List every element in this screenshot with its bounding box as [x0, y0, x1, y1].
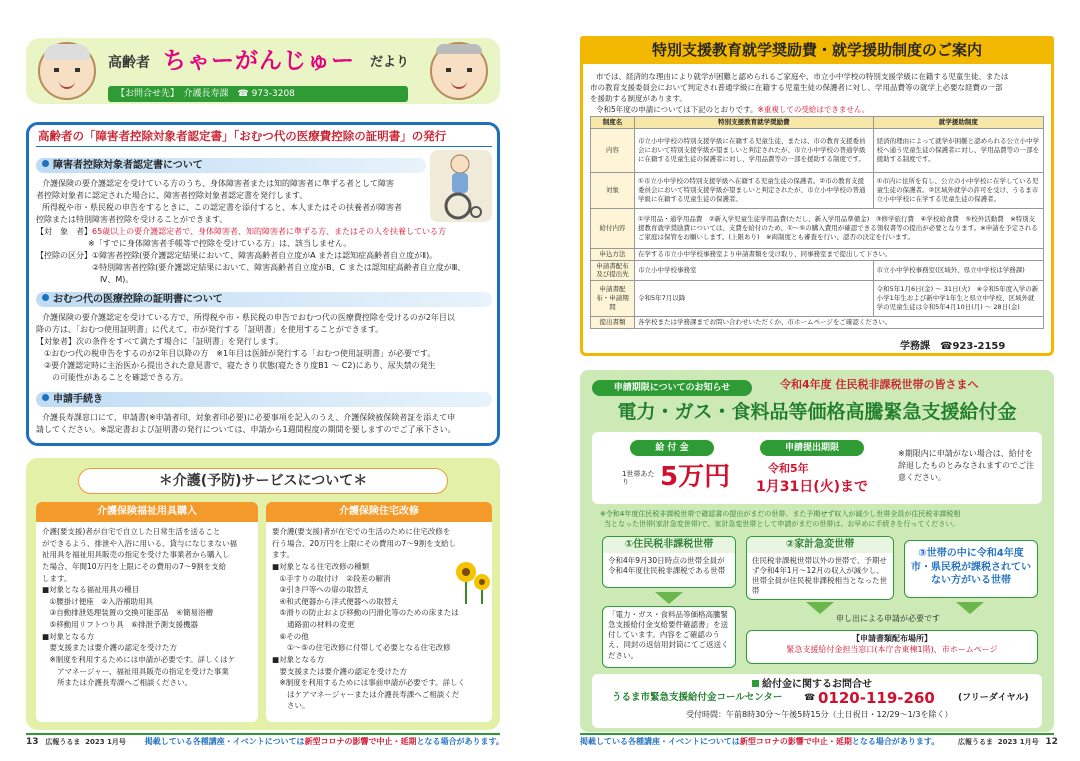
home-renovation-line: ①手すりの取付け ②段差の解消 — [272, 573, 391, 583]
call-center-phone: 0120-119-260 — [818, 689, 935, 707]
box1-title: 高齢者の「障害者控除対象者認定書」「おむつ代の医療費控除の証明書」の発行 — [38, 129, 447, 143]
square-bullet-icon — [752, 680, 759, 687]
s1-div-2: Ⅳ、M)。 — [36, 275, 134, 284]
welfare-equipment-title: 介護保険福祉用具購入 — [36, 502, 258, 522]
sunflower-icon — [452, 558, 492, 608]
welfare-equipment-line: 介護(要支援)者が自宅で自立した日常生活を送ること — [42, 527, 221, 536]
deadline-year: 令和5年 — [768, 462, 809, 475]
welfare-equipment-line: ①腰掛け便座 ②入浴補助用具 — [42, 596, 153, 606]
home-renovation-line: さい。 — [272, 701, 310, 711]
left-page-number: 13 — [26, 737, 39, 747]
cell-b: ①市内に住所を有し、公立の小中学校に在学している児童生徒の保護者。②区域外就学の許可を受け、うるま市立小中学校に在学する児童生徒の保護者。 — [873, 172, 1043, 208]
inquiry-title-text: 給付金に関するお問合せ — [762, 679, 872, 690]
school-support-title: 特別支援教育就学奨励費・就学援助制度のご案内 — [580, 36, 1054, 64]
care-service-title: ＊介護(予防)サービスについて＊ — [78, 468, 448, 494]
table-row — [591, 172, 1044, 208]
s1-line-0: 介護保険の要介護認定を受けている方のうち、身体障害者または知的障害者に準ずる者として障害 — [42, 179, 394, 188]
left-footer — [26, 733, 504, 747]
row-label: 申込方法 — [591, 248, 635, 260]
table-row — [591, 281, 1044, 317]
header-contact: 【お問合せ先】 介護長寿課 ☎ 973-3208 — [108, 86, 408, 102]
household-type-2-text: 住民税非課税世帯以外の世帯で、予期せず令和4年1月～12月の収入が減少し、世帯全員が住民税非課税相当となった世帯 — [752, 556, 887, 596]
welfare-equipment-line: ができるよう、排泄や入浴に用いる、貸与になじまない福 — [42, 538, 237, 548]
call-center-phone-note: (フリーダイヤル) — [958, 693, 1029, 703]
welfare-equipment-column — [36, 502, 258, 722]
left-footer-date: 2023 1月号 — [85, 738, 126, 746]
left-footer-text-red: 新型コロナの影響で中止・延期 — [304, 737, 417, 746]
household-type-2 — [746, 536, 894, 600]
distribution-title: 【申請書類配布場所】 — [852, 634, 932, 643]
home-renovation-line: はケアマネージャーまたは介護長寿課へご相談くだ — [272, 689, 460, 699]
s2-line-5: の可能性があることを確認できる方。 — [36, 373, 188, 382]
right-footer-text-a: 掲載している各種講座・イベントについては — [580, 737, 740, 746]
s2-line-2: 【対象者】次の条件をすべて満たす場合に「証明書」を発行します。 — [36, 337, 284, 346]
row-label: 給付内容 — [591, 208, 635, 248]
cell-b: 令和5年1月6日(金) ～ 31日(火) ※令和5年度入学の新小学1年生および新中学1年生と県立中学校、区域外就学の児童生徒は令和5年4月10日(月) ～ 28日(金) — [873, 281, 1043, 317]
benefit-note-0: ※令和4年度住民税非課税世帯で確認書の提出がまだの世帯、また予期せず収入が減少し世帯全員が住民税非課税相 — [600, 510, 961, 518]
table-row — [591, 248, 1044, 260]
welfare-equipment-line: ※制度を利用するためには申請が必要です。詳しくはケ — [42, 654, 236, 664]
cell-a: 各学校または学務課までお問い合わせいただくか、市ホームページをご確認ください。 — [635, 317, 1044, 329]
right-footer-date: 2023 1月号 — [997, 738, 1039, 746]
home-renovation-line: ます。 — [272, 550, 294, 560]
benefit-note-1: 当となった世帯(家計急変世帯)で、家計急変世帯として申請がまだの世帯は、お早めに手続きを行ってください。 — [604, 520, 960, 528]
bullet-icon — [42, 294, 49, 301]
bullet-icon — [42, 394, 49, 401]
table-row — [591, 208, 1044, 248]
home-renovation-line: 行う場合、20万円を上限にその費用の7～9割を支給し — [272, 538, 457, 548]
cell-a: ①市立小中学校の特別支援学級へ在籍する児童生徒の保護者。②市の教育支援委員会において特別支援学級が望ましいと判定されたが、市立小中学校の普通学級に在籍する児童生徒の保護者。 — [635, 172, 874, 208]
row-label: 申請書配布・申請期間 — [591, 281, 635, 317]
s1-target-label: 【対 象 者】 — [36, 227, 92, 236]
right-footer-text-b: となる場合があります。 — [851, 737, 940, 746]
arrow-down-icon — [806, 602, 834, 614]
s2-line-0: 介護保険の要介護認定を受けている方で、所得税や市・県民税の申告でおむつ代の医療費控除を受けるのが2年目以 — [42, 313, 455, 322]
label-amount: 給 付 金 — [630, 440, 714, 456]
label-deadline: 申請提出期限 — [760, 440, 864, 456]
s1-note: ※「すでに身体障害者手帳等で控除を受けている方」は、該当しません。 — [88, 239, 352, 248]
home-renovation-line: ■対象となる住宅改修の種類 — [272, 561, 370, 571]
left-footer-text-a: 掲載している各種講座・イベントについては — [144, 737, 305, 746]
s2-line-4: ②要介護認定時に主治医から提出された意見書で、寝たきり状態(寝たきり度B1 ～ C2)にあり、尿失禁の発生 — [36, 361, 436, 370]
intro-line-0: 市では、経済的な理由により就学が困難と認められるご家庭や、市立小中学校の特別支援学級に在籍する児童生徒、または — [596, 72, 1009, 81]
s1-target — [36, 227, 446, 238]
household-type-1-text: 令和4年9月30日時点の世帯全員が令和4年度住民税非課税である世帯 — [608, 556, 726, 576]
distribution-text: 緊急支援給付金担当窓口(本庁舎東棟1階)、市ホームページ — [786, 644, 998, 654]
left-footer-brand: 広報うるま — [45, 738, 81, 746]
table-header: 就学援助制度 — [873, 117, 1043, 129]
table-row — [591, 260, 1044, 281]
welfare-equipment-line: ■対象となる方 — [42, 631, 95, 641]
home-renovation-line: ③引き戸等への扉の取替え — [272, 585, 369, 595]
cell-a: 市立小中学校の特別支援学級に在籍する児童生徒、または、市の教育支援委員会において特別支援学級が望ましいと判定されたが、市立小中学校の普通学級に在籍する児童生徒の保護者に対し、学用品費等の一部を援助する制度です。 — [635, 128, 874, 172]
intro-line-2: を援助する制度があります。 — [590, 94, 687, 103]
arrow-down-icon — [956, 602, 984, 614]
home-renovation-line: ■対象となる方 — [272, 654, 325, 664]
s3-line-0: 介護長寿課窓口にて、申請書(※申請者印、対象者印必要)に必要事項を記入のうえ、介護保険被保険者証を添えて申 — [42, 413, 456, 422]
household-type-3: ③世帯の中に令和4年度市・県民税が課税されていない方がいる世帯 — [904, 540, 1038, 598]
s1-div-0: 【控除の区分】①障害者控除(要介護認定結果において、障害高齢者自立度がA または認知症高齢者自立度がⅡ)。 — [36, 251, 438, 260]
home-renovation-line: 要支援または要介護の認定を受けた方 — [272, 666, 407, 676]
home-renovation-line: ①～⑤の住宅改修に付帯して必要となる住宅改修 — [272, 643, 451, 653]
home-renovation-line: 要介護(要支援)者が在宅での生活のために住宅改修を — [272, 527, 451, 536]
section-heading-3 — [36, 392, 492, 407]
intro2-text: 令和5年度の申請については下記のとおりです。 — [596, 105, 758, 114]
home-renovation-title: 介護保険住宅改修 — [266, 502, 492, 522]
wheelchair-person-icon — [430, 150, 492, 222]
table-header: 特別支援教育就学奨励費 — [635, 117, 874, 129]
right-page-number: 12 — [1045, 737, 1058, 747]
cell-a: 令和5年7月以降 — [635, 281, 874, 317]
distribution-box — [746, 630, 1038, 664]
welfare-equipment-line: 所または介護長寿課へご相談ください。 — [42, 678, 192, 688]
arrow-down-icon — [655, 592, 683, 604]
title-divider — [36, 146, 492, 147]
table-row — [591, 128, 1044, 172]
row-label: 対象 — [591, 172, 635, 208]
left-footer-text-b: となる場合があります。 — [416, 737, 504, 746]
section-heading-2-text: おむつ代の医療控除の証明書について — [53, 294, 223, 305]
s1-div-1: ②特別障害者控除(要介護認定結果において、障害高齢者自立度がB、C または認知症高齢者自立度がⅢ、 — [36, 263, 466, 272]
cell-a: 在学する市立小中学校事務室より申請書類を受け取り、同事務室まで提出して下さい。 — [635, 248, 1044, 260]
home-renovation-line: ⑥その他 — [272, 631, 309, 641]
cell-b: 経済的理由によって就学が困難と認められる公立小中学校へ通う児童生徒の保護者に対し、学用品費等の一部を援助する制度です。 — [873, 128, 1043, 172]
call-center-name: うるま市緊急支援給付金コールセンター — [612, 692, 783, 703]
home-renovation-body — [266, 522, 492, 716]
welfare-equipment-line: ③自動排泄処理装置の交換可能部品 ④簡易浴槽 — [42, 608, 213, 618]
row-label: 提出書類 — [591, 317, 635, 329]
right-footer-brand: 広報うるま — [958, 738, 993, 746]
s1-line-2: 所得税や市・県民税の申告をするときに、この認定書を添付すると、本人またはその扶養者が障害者 — [42, 203, 402, 212]
s3-line-1: 請してください。※認定書および証明書の発行については、申請から1週間程度の期間を要しますのでご了承下さい。 — [36, 425, 456, 434]
header-title-prefix: 高齢者 — [108, 55, 150, 71]
s1-target-text: 65歳以上の要介護認定者で、身体障害者、知的障害者に準ずる方、またはその人を扶養している方 — [92, 227, 447, 236]
cell-b: 市立小中学校事務室(区域外、県立中学校は学務課) — [873, 260, 1043, 281]
header-title-suffix: だより — [370, 55, 410, 70]
phone-icon: ☎ — [804, 693, 816, 703]
s1-line-3: 控除または特別障害者控除を受けることができます。 — [36, 215, 228, 224]
benefit-headline: 電力・ガス・食料品等価格高騰緊急支援給付金 — [617, 401, 1017, 423]
cell-a: ①学用品・通学用品費 ②新入学児童生徒学用品費(ただし、新入学用品準備金) ③修学旅行費 ④学校給食費 ⑤校外活動費 ※特別支援教育就学奨励費については、支費を給付のため、①～⑤の購入費用が確認できる領収書等の提出が必要となります。※申請を予定されるご家庭は保管をお願いします。(上限あり) ※両制度とも審査を行い、認否の決定を行います。 — [635, 208, 1044, 248]
row-label: 申請書配布及び提出先 — [591, 260, 635, 281]
table-header: 制度名 — [591, 117, 635, 129]
right-footer — [580, 733, 1058, 747]
household-type-2-title: ②家計急変世帯 — [747, 537, 893, 553]
table-header-row — [591, 117, 1044, 129]
call-center-hours: 受付時間：午前8時30分～午後5時15分（土日祝日・12/29～1/3を除く） — [686, 710, 953, 719]
section-heading-3-text: 申請手続き — [53, 394, 103, 405]
intro-line-1: 市の教育支援委員会において判定され普通学級に在籍する児童生徒の保護者に対し、学用品費等の就学上必要な経費の一部 — [590, 83, 1003, 92]
benefit-amount: 5万円 — [660, 462, 731, 492]
elderly-man-icon — [430, 42, 488, 100]
home-renovation-line: ④和式便器から洋式便器への取替え — [272, 596, 399, 606]
cell-a: 市立小中学校事務室 — [635, 260, 874, 281]
home-renovation-column — [266, 502, 492, 722]
table-row — [591, 317, 1044, 329]
deadline-side-note: ※期限内に申請がない場合は、給付を辞退したものとみなされますのでご注意ください。 — [898, 449, 1034, 482]
home-renovation-line: ※制度を利用するためには事前申請が必要です。詳しく — [272, 678, 466, 688]
welfare-equipment-line: ■対象となる福祉用具の種目 — [42, 585, 140, 595]
row-label: 内容 — [591, 128, 635, 172]
s2-line-1: 降の方は、「おむつ使用証明書」に代えて、市が発行する「証明書」を使用することができます。 — [36, 325, 384, 334]
bullet-icon — [42, 160, 49, 167]
header-title-main: ちゃーがんじゅー — [163, 48, 355, 74]
section-heading-1 — [36, 158, 426, 173]
s1-line-1: 者控除対象者に認定された場合に、障害者控除対象者認定書を発行します。 — [36, 191, 308, 200]
deadline-date: 1月31日(火)まで — [756, 479, 869, 495]
confirmation-note: 「電力・ガス・食料品等価格高騰緊急支援給付金支給要件確認書」を送付しています。内容をご確認のうえ、同封の返信用封筒にてご返送ください。 — [602, 606, 736, 668]
welfare-equipment-line: アマネージャー、福祉用具販売の指定を受けた事業 — [42, 666, 229, 676]
right-footer-text-red: 新型コロナの影響で中止・延期 — [739, 737, 852, 746]
welfare-equipment-body — [36, 522, 258, 693]
welfare-equipment-line: 祉用具を福祉用具販売の指定を受けた事業者から購入し — [42, 550, 230, 560]
school-contact: 学務課 ☎923-2159 — [900, 341, 1006, 352]
elderly-woman-icon — [38, 42, 96, 100]
household-type-1 — [602, 536, 736, 588]
support-table — [590, 116, 1044, 329]
section-heading-1-text: 障害者控除対象者認定書について — [53, 160, 203, 171]
welfare-equipment-line: 要支援または要介護の認定を受けた方 — [42, 643, 177, 653]
s2-line-3: ①おむつ代の税申告をするのが2年目以降の方 ※1年目は医師が発行する「おむつ使用証明書」が必要です。 — [36, 349, 436, 358]
benefit-headline-small: 令和4年度 住民税非課税世帯の皆さまへ — [780, 378, 979, 391]
home-renovation-line: ⑤滑りの防止および移動の円滑化等のための床または — [272, 608, 459, 618]
intro2-red: ※重複しての受給はできません。 — [757, 105, 870, 114]
apply-note: 申し出による申請が必要です — [836, 614, 940, 623]
period-tag: 申請期限についてのお知らせ — [592, 380, 752, 396]
intro-line-3 — [596, 105, 869, 115]
welfare-equipment-line: ⑤移動用リフトつり具 ⑥排泄予測支援機器 — [42, 620, 198, 629]
amount-prefix: 1世帯あたり — [622, 470, 655, 487]
welfare-equipment-line: します。 — [42, 573, 72, 583]
welfare-equipment-line: た場合、年間10万円を上限にその費用の7～9割を支給 — [42, 561, 227, 571]
household-type-1-title: ①住民税非課税世帯 — [603, 537, 735, 553]
section-heading-2 — [36, 292, 492, 307]
home-renovation-line: 通路面の材料の変更 — [272, 620, 355, 629]
